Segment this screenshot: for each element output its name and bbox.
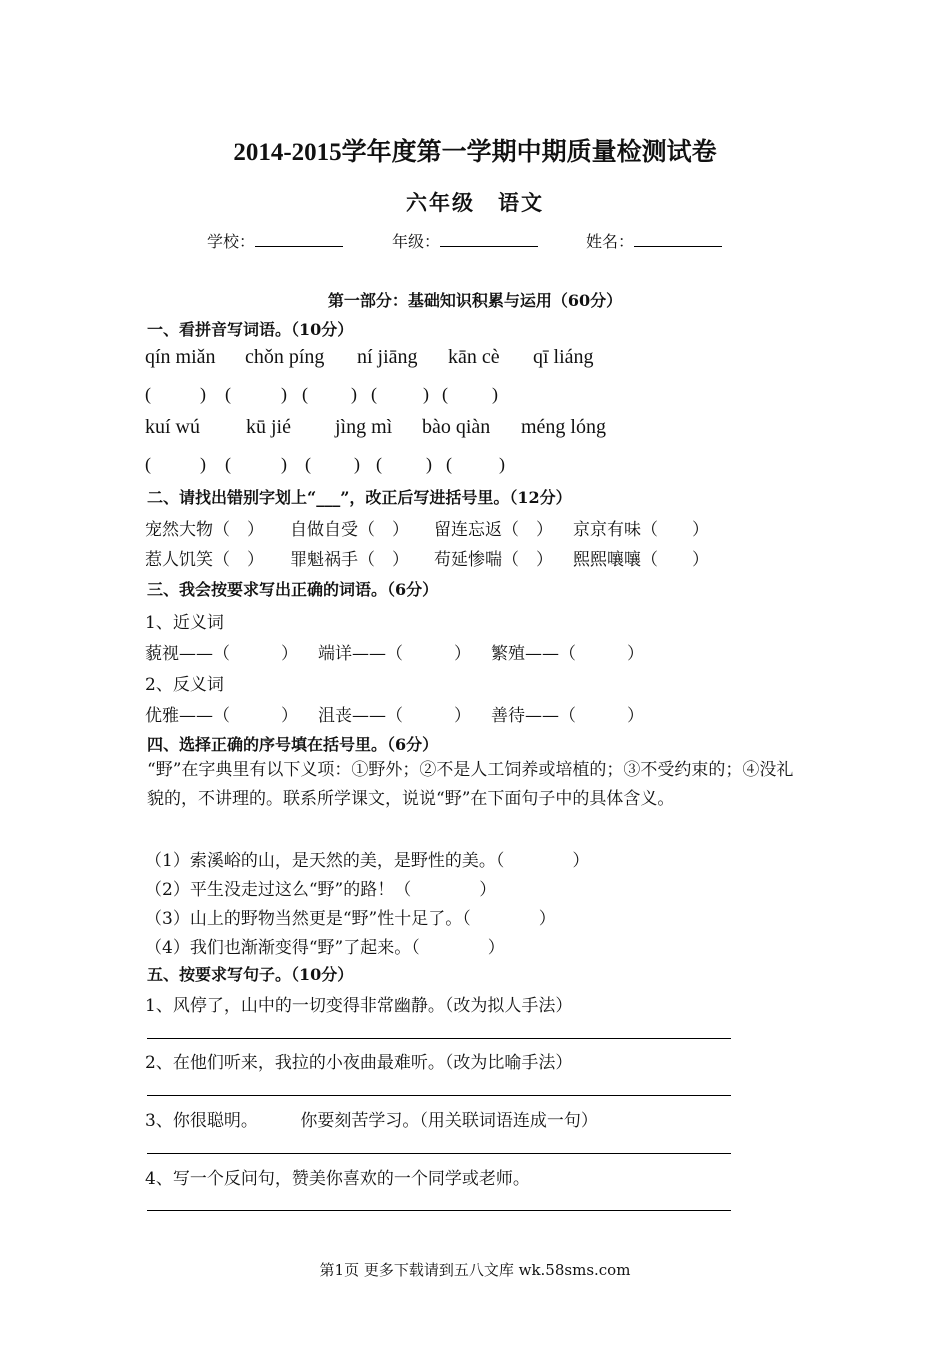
s2-heading: 二、请找出错别字划上“___”，改正后写进括号里。（12分）: [147, 488, 572, 507]
page-footer: 第1页 更多下载请到五八文库 wk.58sms.com: [319, 1261, 631, 1279]
answer-paren-open: (: [376, 454, 382, 474]
answer-paren-open: (: [302, 384, 308, 404]
answer-paren-close: ): [200, 384, 206, 404]
typo-item: 惹人饥笑（ ）: [145, 550, 264, 570]
typo-item: 自做自受（ ）: [290, 520, 409, 540]
exam-subtitle: 六年级 语文: [406, 190, 544, 215]
answer-paren-close: ): [492, 384, 498, 404]
pinyin: méng lóng: [521, 416, 606, 438]
grade-label: 年级：: [392, 232, 441, 251]
s4-item: （1）索溪峪的山，是天然的美，是野性的美。（ ）: [145, 851, 590, 871]
s4-item: （3）山上的野物当然更是“野”性十足了。（ ）: [145, 909, 556, 929]
name-label: 姓名：: [586, 232, 635, 251]
antonym-item: 优雅——（ ）: [145, 706, 298, 726]
answer-paren-close: ): [351, 384, 357, 404]
answer-paren-open: (: [145, 384, 151, 404]
answer-paren-close: ): [499, 454, 505, 474]
antonym-label: 2、反义词: [145, 675, 224, 695]
grade-field: [392, 229, 538, 252]
name-field: [586, 229, 722, 252]
pinyin: kuí wú: [145, 416, 200, 438]
pinyin: ní jiāng: [357, 346, 418, 368]
grade-blank[interactable]: [440, 230, 538, 247]
pinyin: kān cè: [448, 346, 500, 368]
answer-paren-close: ): [354, 454, 360, 474]
typo-item: 熙熙嚷嚷（ ）: [573, 550, 709, 570]
name-blank[interactable]: [634, 230, 722, 247]
s4-heading: 四、选择正确的序号填在括号里。（6分）: [147, 735, 439, 754]
pinyin: jìng mì: [335, 416, 393, 438]
answer-paren-open: (: [446, 454, 452, 474]
synonym-item: 繁殖——（ ）: [491, 644, 644, 664]
typo-item: 苟延惨喘（ ）: [434, 550, 553, 570]
pinyin: qín miǎn: [145, 346, 216, 368]
answer-paren-close: ): [423, 384, 429, 404]
answer-paren-close: ): [281, 384, 287, 404]
answer-paren-open: (: [225, 454, 231, 474]
antonym-item: 善待——（ ）: [491, 706, 644, 726]
answer-paren-open: (: [371, 384, 377, 404]
school-label: 学校：: [207, 232, 256, 251]
typo-item: 宠然大物（ ）: [145, 520, 264, 540]
s5-item: 4、写一个反问句，赞美你喜欢的一个同学或老师。: [145, 1169, 530, 1189]
answer-line[interactable]: [147, 1153, 731, 1154]
pinyin: bào qiàn: [422, 416, 491, 438]
typo-item: 京京有味（ ）: [573, 520, 709, 540]
s4-item: （4）我们也渐渐变得“野”了起来。（ ）: [145, 938, 505, 958]
antonym-item: 沮丧——（ ）: [318, 706, 471, 726]
synonym-item: 藐视——（ ）: [145, 644, 298, 664]
pinyin: chǒn píng: [245, 346, 325, 368]
answer-line[interactable]: [147, 1210, 731, 1211]
school-field: [207, 229, 343, 252]
s4-item: （2）平生没走过这么“野”的路！（ ）: [145, 880, 497, 900]
answer-paren-close: ): [200, 454, 206, 474]
typo-item: 罪魁祸手（ ）: [290, 550, 409, 570]
answer-line[interactable]: [147, 1095, 731, 1096]
pinyin: qī liáng: [533, 346, 594, 368]
exam-title: 2014-2015学年度第一学期中期质量检测试卷: [233, 139, 717, 166]
s5-item: 1、风停了，山中的一切变得非常幽静。（改为拟人手法）: [145, 996, 573, 1016]
s3-heading: 三、我会按要求写出正确的词语。（6分）: [147, 580, 439, 599]
s5-item: 3、你很聪明。 你要刻苦学习。（用关联词语连成一句）: [145, 1111, 598, 1131]
synonym-item: 端详——（ ）: [318, 644, 471, 664]
pinyin: kū jié: [246, 416, 291, 438]
s5-heading: 五、按要求写句子。（10分）: [147, 965, 354, 984]
s5-item: 2、在他们听来，我拉的小夜曲最难听。（改为比喻手法）: [145, 1053, 573, 1073]
part1-heading: 第一部分：基础知识积累与运用（60分）: [327, 291, 623, 310]
answer-paren-open: (: [145, 454, 151, 474]
school-blank[interactable]: [255, 230, 343, 247]
s4-intro: “野”在字典里有以下义项：①野外；②不是人工饲养或培植的；③不受约束的；④没礼貌的，不讲理的。联系所学课文，说说“野”在下面句子中的具体含义。: [147, 760, 794, 809]
answer-paren-open: (: [442, 384, 448, 404]
answer-paren-close: ): [426, 454, 432, 474]
s1-heading: 一、看拼音写词语。（10分）: [147, 320, 354, 339]
answer-paren-open: (: [225, 384, 231, 404]
answer-line[interactable]: [147, 1038, 731, 1039]
answer-paren-close: ): [281, 454, 287, 474]
typo-item: 留连忘返（ ）: [434, 520, 553, 540]
synonym-label: 1、近义词: [145, 613, 224, 633]
answer-paren-open: (: [305, 454, 311, 474]
